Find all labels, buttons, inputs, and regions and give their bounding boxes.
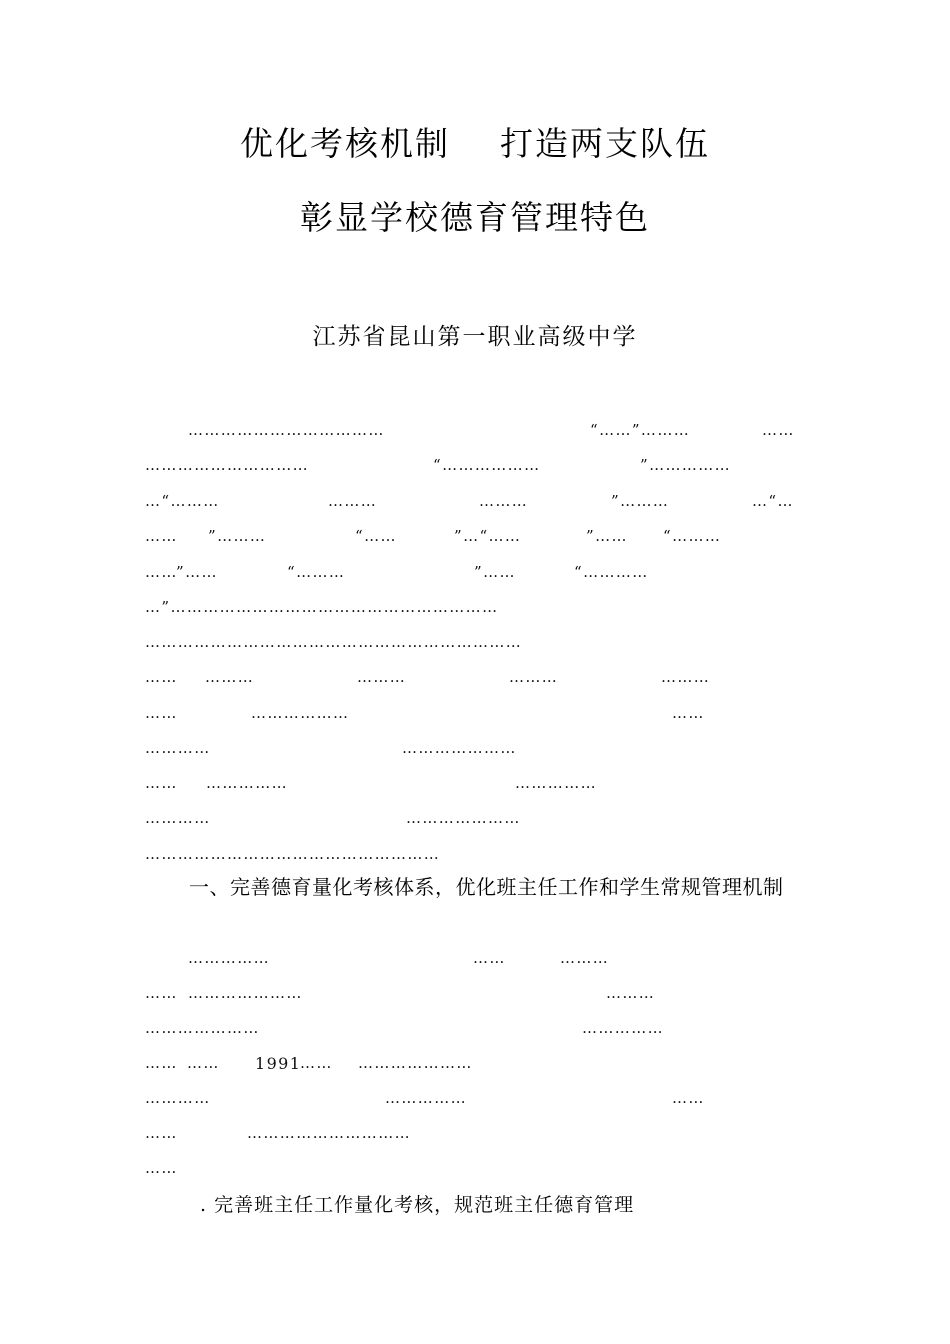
body-line: …… [145,527,178,545]
body-line: ………… [145,809,211,827]
body-line: …… [145,984,178,1002]
body-line: ……… [328,492,378,510]
body-line: “……… [287,563,346,581]
body-line: …………… [206,774,288,792]
body-line: …… [473,949,506,967]
body-line: ……………………………… [188,421,385,439]
body-line: …………… [515,774,597,792]
body-line: …”…………………………………………………… [145,598,499,616]
body-line: ……… [479,492,529,510]
body-line: ”…“…… [454,527,522,545]
body-line: …………… [385,1089,467,1107]
subheading-1: . 完善班主任工作量化考核，规范班主任德育管理 [200,1194,635,1216]
body-line: ……… [606,984,656,1002]
body-line: …… [762,421,795,439]
body-line: …… [145,668,178,686]
body-line: ………………… [188,984,303,1002]
body-line: ………… [145,1089,211,1107]
body-line: …………… [582,1019,664,1037]
body-line: …… [145,774,178,792]
title-line-2: 彰显学校德育管理特色 [300,198,650,237]
body-line: …“… [752,492,794,510]
body-line: ……… [560,949,610,967]
body-line: …… [145,563,178,581]
body-line: …………………………………………………………… [145,633,523,651]
body-line: ”……… [611,492,670,510]
body-line: ………………… [406,809,521,827]
body-line: ”…… [474,563,516,581]
body-line: ……… [661,668,711,686]
body-line: ………………………… [145,456,309,474]
body-line: …… [187,1054,220,1072]
body-line: ……… [205,668,255,686]
body-line: ……………… [251,704,350,722]
body-line: …“……… [145,492,220,510]
body-line: ”…… [586,527,628,545]
body-line: …… [145,704,178,722]
body-line: …… [300,1054,333,1072]
body-line: “……………… [433,456,541,474]
body-line: “………… [574,563,649,581]
body-line: …………… [188,949,270,967]
body-line: ……… [357,668,407,686]
body-line: ………………… [402,739,517,757]
body-line: ………… [145,739,211,757]
body-line: “……”……… [590,421,691,439]
body-line: “…… [355,527,397,545]
author-line: 江苏省昆山第一职业高级中学 [312,324,638,350]
body-line: ……………………………………………… [145,845,441,863]
body-line: ”……… [208,527,267,545]
body-line: …… [145,1159,178,1177]
body-line: …… [672,1089,705,1107]
body-line: ………………… [358,1054,473,1072]
body-line: ”…………… [640,456,732,474]
body-line: …… [672,704,705,722]
section-heading-1: 一、完善德育量化考核体系，优化班主任工作和学生常规管理机制 [189,875,784,899]
body-line: ”…… [176,563,218,581]
body-line: ……… [509,668,559,686]
body-line: ………………… [145,1019,260,1037]
body-line: ………………………… [247,1124,411,1142]
body-line: 1991 [255,1054,302,1073]
title-line-1: 优化考核机制 打造两支队伍 [240,124,710,163]
body-line: …… [145,1054,178,1072]
body-line: …… [145,1124,178,1142]
body-line: “……… [663,527,722,545]
